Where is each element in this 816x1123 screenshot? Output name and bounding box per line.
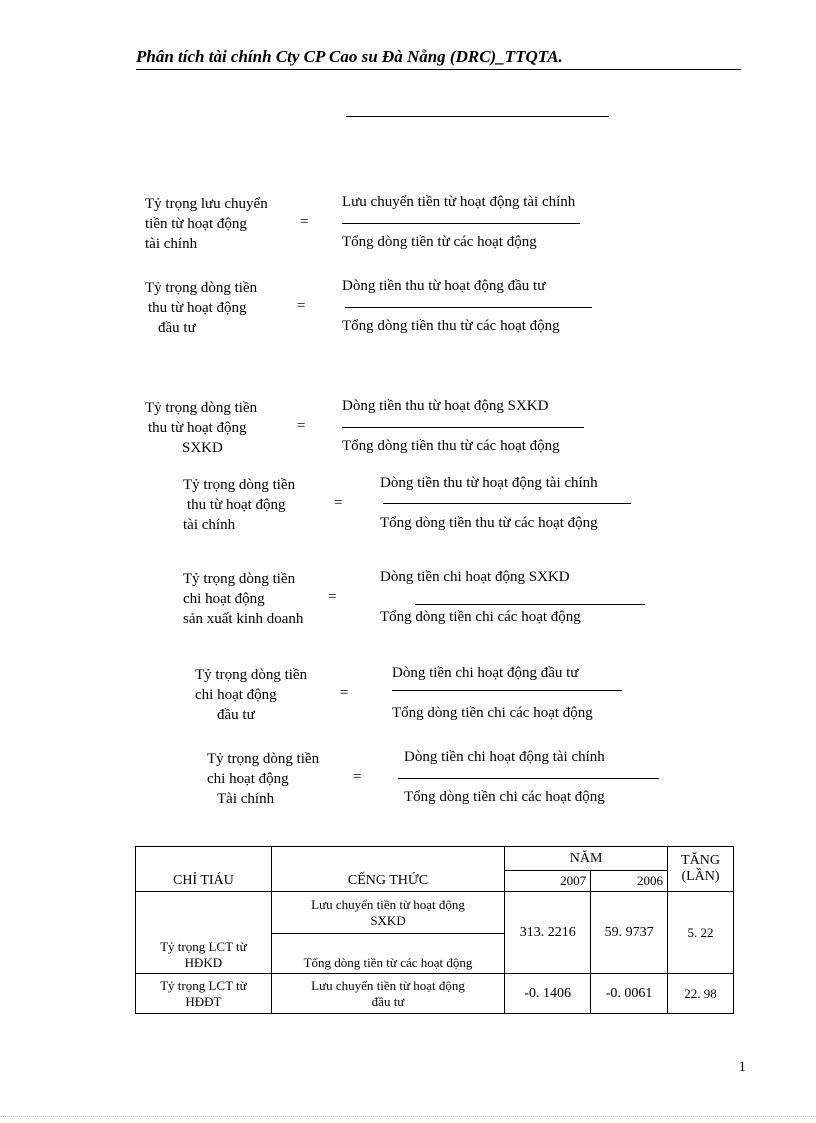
row-chi-tieu: Tỷ trọng LCT từ HĐKD [136,892,272,974]
row-tang: 5. 22 [668,892,734,974]
divider-line [346,116,609,117]
formula-denominator: Tổng dòng tiền chi các hoạt động [392,705,593,721]
page-number: 1 [738,1059,746,1075]
formula-denominator: Tổng dòng tiền chi các hoạt động [380,609,581,625]
formula-numerator: Dòng tiền chi hoạt động đầu tư [392,665,579,681]
formula-denominator: Tổng dòng tiền từ các hoạt động [342,234,537,250]
formula-label: Tỷ trọng lưu chuyển tiền từ hoạt động tài chính [145,196,268,252]
equals-sign: = [300,214,309,230]
table-row [136,892,734,934]
formula-label: Tỷ trọng dòng tiền thu từ hoạt động SXKD [145,400,258,456]
equals-sign: = [340,685,349,701]
row-value-2007: -0. 1406 [505,974,591,1014]
row-value-2006: -0. 0061 [591,974,668,1014]
formula-denominator: Tổng dòng tiền thu từ các hoạt động [342,318,560,334]
row-formula-denominator: Tổng dòng tiền từ các hoạt động [271,934,505,974]
row-tang: 22. 98 [668,974,734,1014]
formula-numerator: Dòng tiền chi hoạt động tài chính [404,749,605,765]
formula-denominator: Tổng dòng tiền chi các hoạt động [404,789,605,805]
formula-numerator: Dòng tiền thu từ hoạt động SXKD [342,398,549,414]
formula-denominator: Tổng dòng tiền thu từ các hoạt động [342,438,560,454]
fraction-bar [342,223,580,224]
header-cong-thuc: CẾNG THỨC [271,847,505,892]
formula-block [145,194,268,254]
header-tang: TĂNG (LẦN) [668,847,734,892]
formula-label: Tỷ trọng dòng tiền chi hoạt động đầu tư [195,667,308,723]
ratio-table [135,846,734,1014]
row-value-2006: 59. 9737 [591,892,668,974]
equals-sign: = [328,589,337,605]
formula-block [195,665,307,725]
row-formula-numerator: Lưu chuyển tiền từ hoạt động đầu tư [271,974,505,1014]
formula-label: Tỷ trọng dòng tiền thu từ hoạt động đầu tư [145,280,258,336]
header-year-2006: 2006 [591,871,668,892]
formula-numerator: Dòng tiền thu từ hoạt động đầu tư [342,278,546,294]
fraction-bar [383,503,631,504]
row-chi-tieu: Tỷ trọng LCT từ HĐĐT [136,974,272,1014]
row-value-2007: 313. 2216 [505,892,591,974]
formula-block [145,278,257,338]
equals-sign: = [353,769,362,785]
fraction-bar [415,604,645,605]
formula-block [183,569,303,629]
header-year-2007: 2007 [505,871,591,892]
page-footer-line [0,1116,816,1117]
header-chi-tieu: CHỈ TIÁU [136,847,272,892]
fraction-bar [345,307,592,308]
formula-block [145,398,257,458]
formula-numerator: Dòng tiền thu từ hoạt động tài chính [380,475,598,491]
header-nam: NĂM [505,847,668,871]
formula-block [183,475,295,535]
page-header: Phân tích tài chính Cty CP Cao su Đà Nẵng (DRC)_TTQTA. [136,47,741,70]
formula-numerator: Lưu chuyển tiền từ hoạt động tài chính [342,194,576,210]
equals-sign: = [297,418,306,434]
table-row [136,974,734,1014]
formula-denominator: Tổng dòng tiền thu từ các hoạt động [380,515,598,531]
formula-label: Tỷ trọng dòng tiền chi hoạt động sản xuất kinh doanh [183,571,304,627]
fraction-bar [398,778,659,779]
fraction-bar [392,690,622,691]
formula-block [207,749,319,809]
formula-label: Tỷ trọng dòng tiền thu từ hoạt động tài chính [183,477,296,533]
equals-sign: = [297,298,306,314]
equals-sign: = [334,495,343,511]
fraction-bar [342,427,584,428]
formula-label: Tỷ trọng dòng tiền chi hoạt động Tài chính [207,751,320,807]
row-formula-numerator: Lưu chuyển tiền từ hoạt động SXKD [271,892,505,934]
formula-numerator: Dòng tiền chi hoạt động SXKD [380,569,570,585]
